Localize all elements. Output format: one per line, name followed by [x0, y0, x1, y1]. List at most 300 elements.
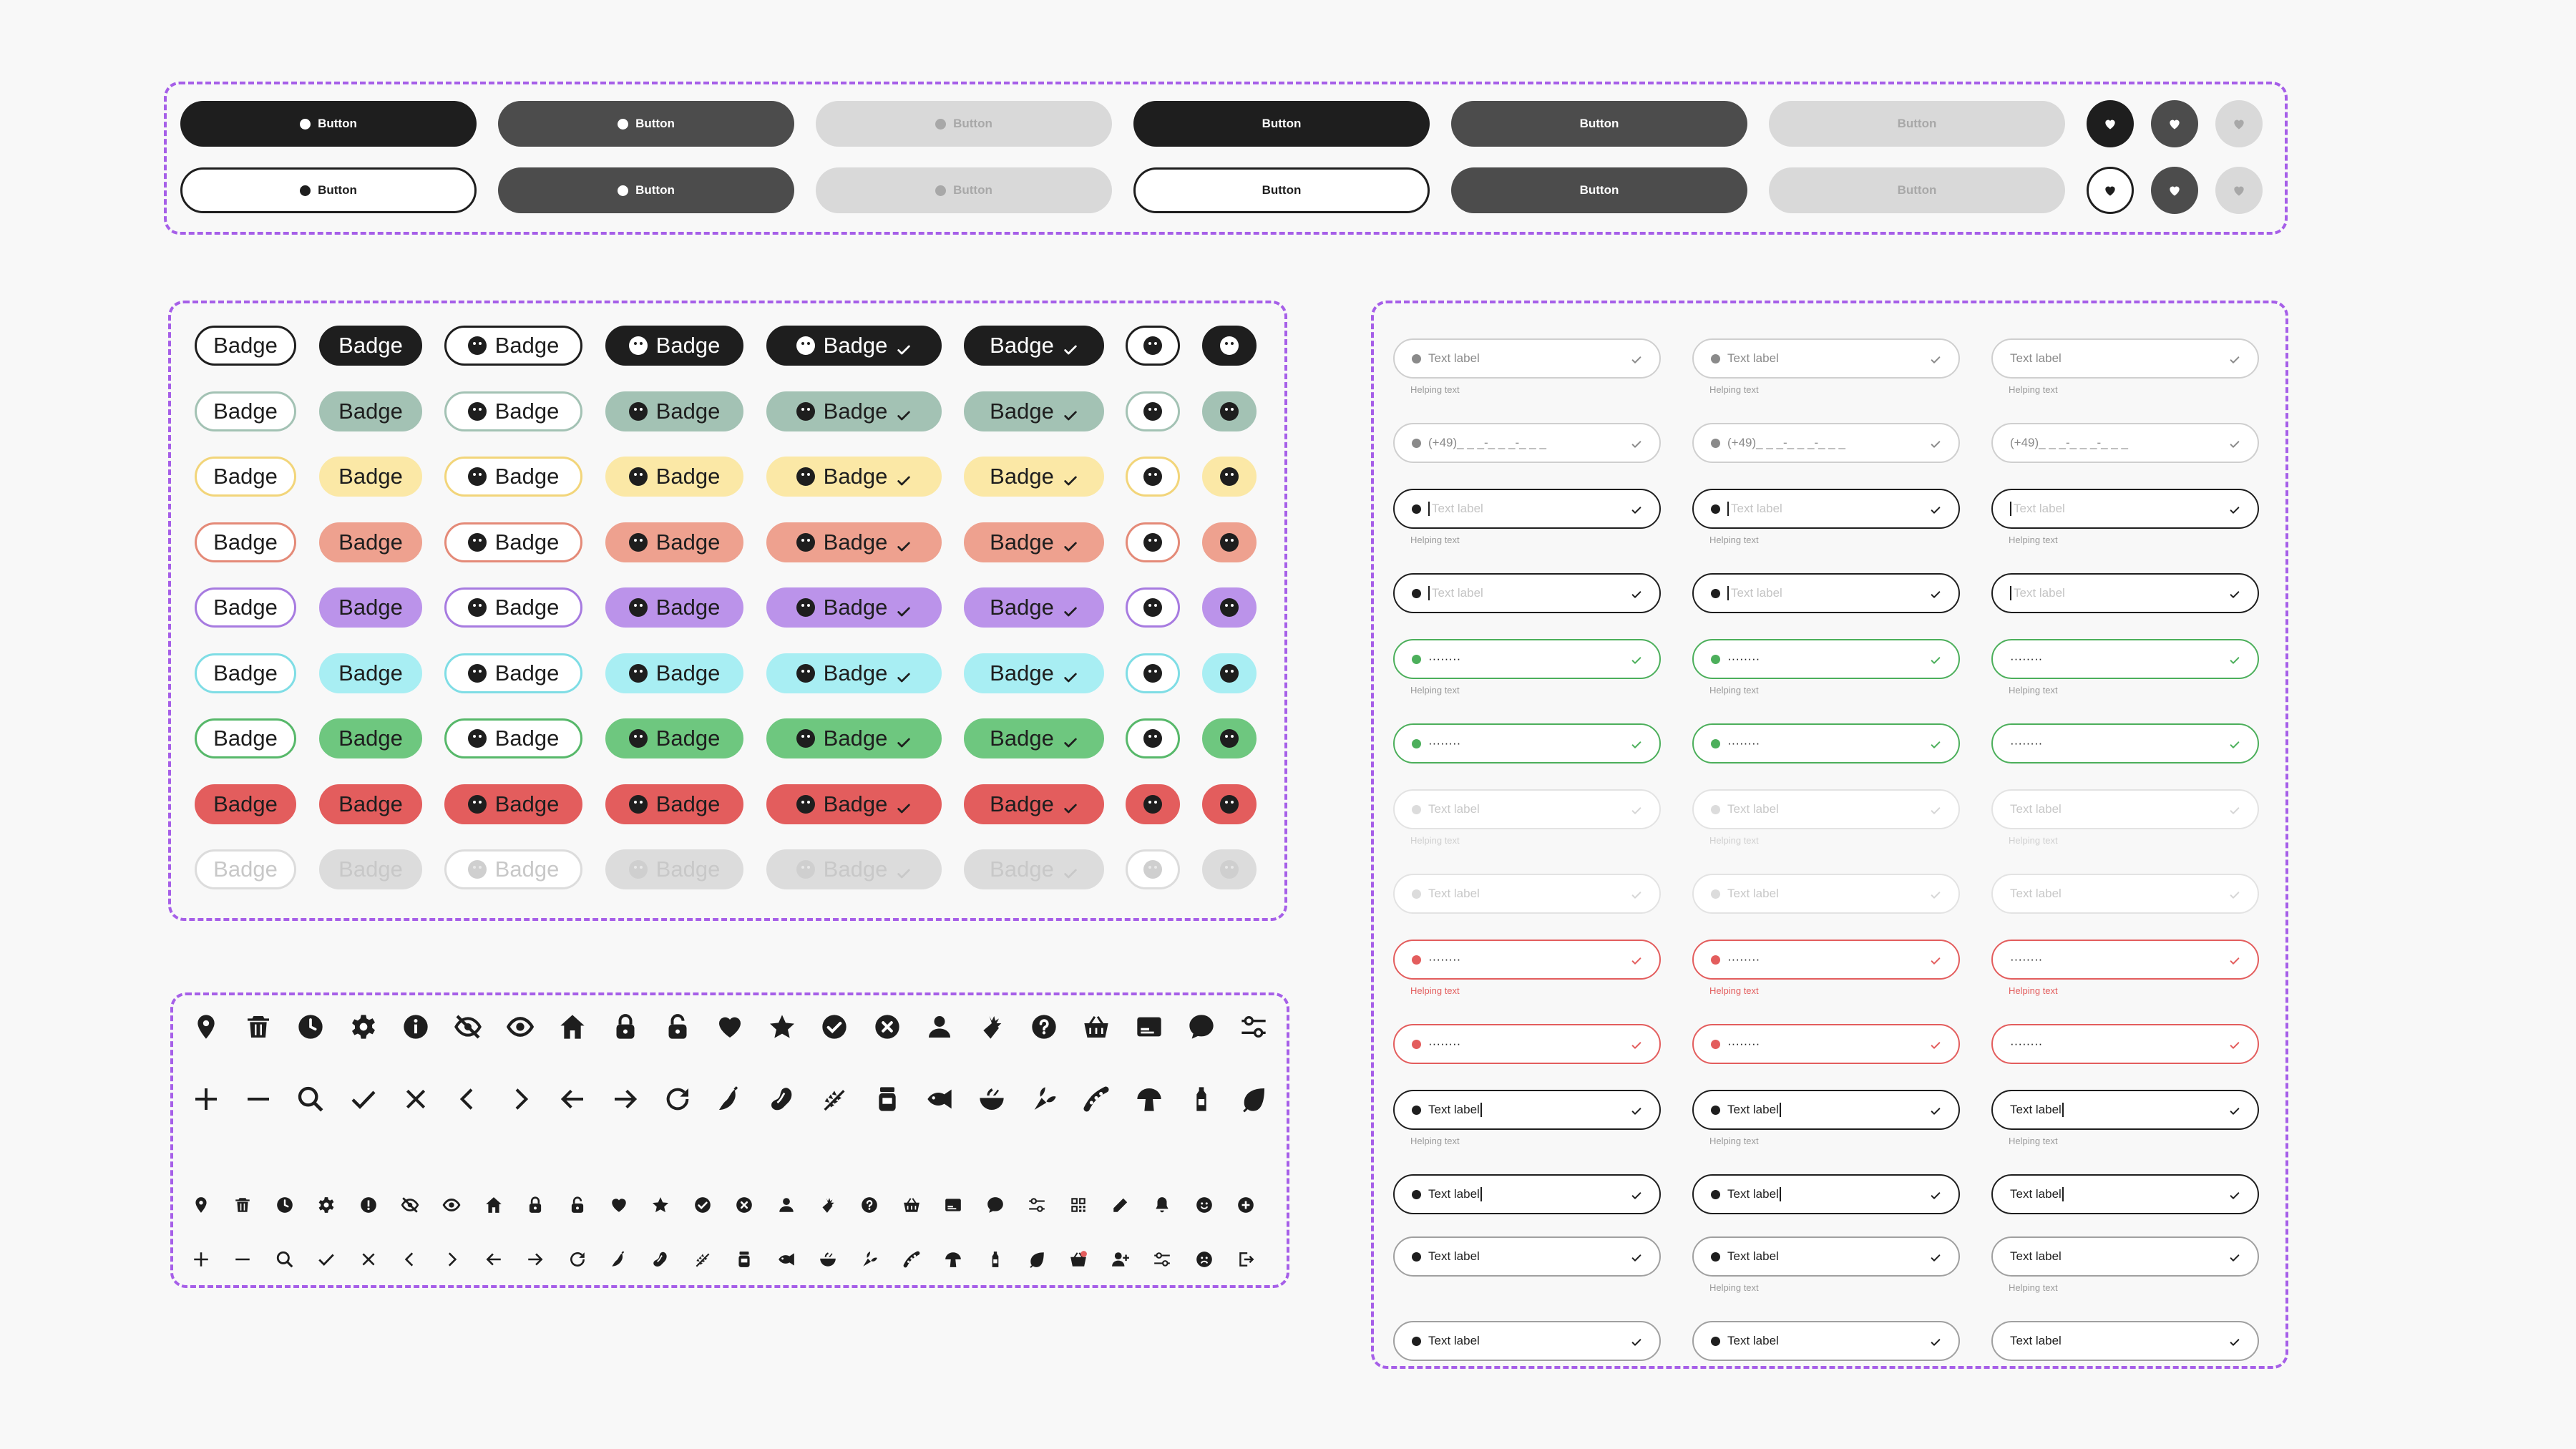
- input-value: Text label: [1428, 351, 1480, 365]
- badge-green: [605, 718, 743, 758]
- plus-icon: [192, 1250, 210, 1269]
- sliders-icon: [1239, 1013, 1268, 1041]
- bottle-icon: [986, 1250, 1005, 1269]
- input-value: Text label: [2010, 586, 2065, 600]
- text-input-error[interactable]: [1991, 940, 2259, 980]
- text-input-filled[interactable]: [1991, 1090, 2259, 1130]
- input-value: Text label: [2010, 1103, 2064, 1117]
- info-icon: [401, 1013, 430, 1041]
- bowl-icon: [819, 1250, 837, 1269]
- text-input-error[interactable]: [1692, 940, 1960, 980]
- user-icon: [925, 1013, 954, 1041]
- text-input-filled[interactable]: [1393, 1090, 1661, 1130]
- text-input-filled-light[interactable]: [1393, 1321, 1661, 1361]
- icon-button[interactable]: [2151, 167, 2198, 214]
- button-label: Button: [1579, 183, 1619, 197]
- badge-yellow: [964, 457, 1104, 497]
- badge-green: [444, 718, 582, 758]
- check-icon: [2229, 439, 2240, 450]
- bowl-icon: [977, 1085, 1006, 1113]
- badge-label: Badge: [213, 398, 278, 424]
- badge-label: Badge: [990, 595, 1054, 620]
- check-icon: [2229, 1040, 2240, 1051]
- text-input-success[interactable]: [1692, 723, 1960, 763]
- helping-text: Helping text: [1709, 1136, 1759, 1146]
- icon-button: [2215, 167, 2263, 214]
- clock-icon: [296, 1013, 325, 1041]
- input-value: ········: [1428, 1037, 1461, 1050]
- check-icon: [896, 404, 912, 419]
- smiley-icon: [1220, 729, 1239, 748]
- button-disabled-icon: [816, 101, 1112, 147]
- badge-purple: [195, 587, 296, 628]
- text-input-error[interactable]: [1393, 1024, 1661, 1064]
- text-input-success[interactable]: [1393, 639, 1661, 679]
- text-input-focus[interactable]: [1393, 489, 1661, 529]
- helping-text: Helping text: [1410, 835, 1460, 846]
- badge-purple: [319, 587, 422, 628]
- check-icon: [1063, 665, 1078, 681]
- clock-icon: [275, 1196, 294, 1214]
- bean-icon: [768, 1085, 796, 1113]
- text-input-filled[interactable]: [1393, 1174, 1661, 1214]
- helping-text: Helping text: [1410, 535, 1460, 545]
- smiley-icon: [468, 598, 487, 617]
- smiley-icon: [629, 860, 648, 879]
- smiley-icon: [468, 533, 487, 552]
- check-icon: [1631, 889, 1642, 901]
- search-icon: [296, 1085, 325, 1113]
- input-value: Text label: [1727, 586, 1782, 600]
- input-leading-icon: [1711, 1040, 1720, 1049]
- smiley-icon: [468, 336, 487, 355]
- smiley-icon: [1220, 795, 1239, 814]
- check-icon: [2229, 1252, 2240, 1264]
- text-input-filled-light[interactable]: [1393, 1236, 1661, 1277]
- text-input-error[interactable]: [1991, 1024, 2259, 1064]
- location-pin-icon: [192, 1196, 210, 1214]
- smiley-icon: [629, 598, 648, 617]
- badge-black: [195, 326, 296, 366]
- button-label: Button: [635, 183, 675, 197]
- check-icon: [1063, 796, 1078, 812]
- fish-icon: [777, 1250, 796, 1269]
- refresh-icon: [568, 1250, 587, 1269]
- carrot-icon: [819, 1196, 837, 1214]
- text-input-focus[interactable]: [1991, 573, 2259, 613]
- badge-label: Badge: [823, 529, 888, 555]
- smiley-icon: [796, 729, 815, 748]
- button-outline-icon[interactable]: [180, 167, 477, 213]
- heart-icon: [610, 1196, 628, 1214]
- badge-label: Badge: [823, 857, 888, 882]
- input-leading-icon: [1412, 1040, 1421, 1049]
- input-value: Text label: [1727, 1187, 1781, 1201]
- badge-cyan: [766, 653, 942, 693]
- button-label: Button: [953, 117, 992, 130]
- smiley-icon: [1143, 402, 1162, 421]
- badge-cyan: [319, 653, 422, 693]
- home-icon: [558, 1013, 587, 1041]
- check-icon: [1930, 1106, 1941, 1117]
- badge-green: [964, 718, 1104, 758]
- gear-icon: [349, 1013, 378, 1041]
- text-input-error[interactable]: [1692, 1024, 1960, 1064]
- text-input-filled[interactable]: [1991, 1174, 2259, 1214]
- check-icon: [349, 1085, 378, 1113]
- check-icon: [896, 469, 912, 484]
- smiley-icon: [796, 860, 815, 879]
- text-input-filled-light[interactable]: [1692, 1321, 1960, 1361]
- check-icon: [1631, 739, 1642, 751]
- check-icon: [1930, 589, 1941, 600]
- check-icon: [1930, 889, 1941, 901]
- badge-icon-only: [1126, 522, 1180, 562]
- badge-disabled: [964, 849, 1104, 889]
- badge-sage: [964, 391, 1104, 431]
- input-value: Text label: [2010, 1187, 2064, 1201]
- help-icon: [860, 1196, 879, 1214]
- badge-red: [195, 784, 296, 824]
- button-label: Button: [1262, 183, 1302, 197]
- check-icon: [1063, 862, 1078, 877]
- smiley-icon: [796, 795, 815, 814]
- vegetables-icon: [860, 1250, 879, 1269]
- text-input-focus[interactable]: [1393, 573, 1661, 613]
- badge-disabled: [319, 849, 422, 889]
- sliders-icon: [1028, 1196, 1046, 1214]
- chat-icon: [1187, 1013, 1216, 1041]
- input-value: Text label: [2010, 351, 2062, 365]
- eye-icon: [442, 1196, 461, 1214]
- text-input-filled[interactable]: [1692, 1090, 1960, 1130]
- plus-icon: [192, 1085, 220, 1113]
- text-input-default[interactable]: [1393, 423, 1661, 463]
- badge-black: [319, 326, 422, 366]
- arrow-left-icon: [558, 1085, 587, 1113]
- text-input-filled[interactable]: [1692, 1174, 1960, 1214]
- badge-red: [444, 784, 582, 824]
- smiley-icon: [468, 467, 487, 486]
- badge-disabled: [444, 849, 582, 889]
- button-outline[interactable]: [1133, 167, 1430, 213]
- unlock-icon: [568, 1196, 587, 1214]
- smiley-icon: [796, 598, 815, 617]
- button-dark-icon[interactable]: [180, 101, 477, 147]
- input-value: Text label: [1727, 351, 1779, 365]
- badge-label: Badge: [990, 791, 1054, 816]
- input-leading-icon: [1711, 739, 1720, 748]
- badge-label: Badge: [213, 791, 278, 816]
- input-value: ········: [1727, 652, 1760, 665]
- heart-icon: [2232, 117, 2246, 131]
- text-input-filled-light[interactable]: [1692, 1236, 1960, 1277]
- lock-icon: [611, 1013, 640, 1041]
- badge-label: Badge: [823, 726, 888, 751]
- input-leading-icon: [1711, 1252, 1720, 1262]
- input-value: ········: [2010, 1037, 2043, 1050]
- location-pin-icon: [192, 1013, 220, 1041]
- badge-red: [964, 784, 1104, 824]
- helping-text: Helping text: [1709, 985, 1759, 996]
- check-circle-icon: [693, 1196, 712, 1214]
- close-icon: [359, 1250, 378, 1269]
- smiley-sad-icon: [1195, 1250, 1214, 1269]
- text-input-success[interactable]: [1991, 723, 2259, 763]
- plus-circle-icon: [1236, 1196, 1255, 1214]
- minus-icon: [244, 1085, 273, 1113]
- check-icon: [2229, 739, 2240, 751]
- close-circle-icon: [735, 1196, 753, 1214]
- badge-icon-only: [1202, 718, 1257, 758]
- mushroom-icon: [1135, 1085, 1163, 1113]
- helping-text: Helping text: [2009, 1282, 2058, 1293]
- smiley-icon: [1220, 860, 1239, 879]
- badge-label: Badge: [990, 333, 1054, 358]
- button-label: Button: [635, 117, 675, 130]
- helping-text: Helping text: [1709, 1282, 1759, 1293]
- smiley-icon: [629, 729, 648, 748]
- badge-label: Badge: [213, 660, 278, 686]
- helping-text: Helping text: [2009, 384, 2058, 395]
- badge-black: [605, 326, 743, 366]
- badge-salmon: [766, 522, 942, 562]
- badge-label: Badge: [823, 595, 888, 620]
- helping-text: Helping text: [2009, 835, 2058, 846]
- badge-label: Badge: [494, 857, 560, 882]
- chili-icon: [716, 1085, 744, 1113]
- chevron-left-icon: [454, 1085, 482, 1113]
- peas-icon: [902, 1250, 921, 1269]
- button-mid-icon[interactable]: [498, 101, 794, 147]
- button-dark[interactable]: [1133, 101, 1430, 147]
- smiley-icon: [1220, 467, 1239, 486]
- helping-text: Helping text: [2009, 535, 2058, 545]
- chevron-right-icon: [442, 1250, 461, 1269]
- helping-text: Helping text: [1410, 1136, 1460, 1146]
- check-icon: [1930, 955, 1941, 967]
- check-icon: [1631, 439, 1642, 450]
- button-mid-icon[interactable]: [498, 167, 794, 213]
- badge-label: Badge: [338, 464, 403, 489]
- badge-label: Badge: [338, 333, 403, 358]
- check-icon: [1063, 469, 1078, 484]
- badge-sage: [319, 391, 422, 431]
- user-icon: [777, 1196, 796, 1214]
- badge-salmon: [964, 522, 1104, 562]
- smiley-icon: [796, 336, 815, 355]
- input-leading-icon: [1412, 1190, 1421, 1199]
- badge-icon-only: [1202, 326, 1257, 366]
- helping-text: Helping text: [1410, 685, 1460, 696]
- badge-label: Badge: [338, 660, 403, 686]
- text-input-focus[interactable]: [1991, 489, 2259, 529]
- input-value: ········: [1727, 1037, 1760, 1050]
- star-icon: [651, 1196, 670, 1214]
- input-value: Text label: [1727, 1334, 1779, 1347]
- smiley-icon: [1220, 336, 1239, 355]
- smiley-icon: [629, 664, 648, 683]
- chili-icon: [610, 1250, 628, 1269]
- smiley-icon: [1143, 664, 1162, 683]
- check-icon: [1631, 1252, 1642, 1264]
- input-value: Text label: [1428, 887, 1480, 900]
- heart-icon: [2103, 183, 2117, 197]
- eye-icon: [506, 1013, 535, 1041]
- check-icon: [2229, 955, 2240, 967]
- badge-disabled: [766, 849, 942, 889]
- text-input-error[interactable]: [1393, 940, 1661, 980]
- basket-icon: [902, 1196, 921, 1214]
- check-icon: [1631, 1040, 1642, 1051]
- input-value: Text label: [1428, 1187, 1482, 1201]
- text-input-success[interactable]: [1991, 639, 2259, 679]
- badge-purple: [964, 587, 1104, 628]
- trash-icon: [233, 1196, 252, 1214]
- button-disabled: [1769, 101, 2065, 147]
- check-icon: [1063, 338, 1078, 353]
- smiley-icon: [468, 860, 487, 879]
- text-input-default[interactable]: [1991, 423, 2259, 463]
- smiley-icon: [1143, 860, 1162, 879]
- smiley-icon: [935, 119, 946, 130]
- text-input-focus[interactable]: [1692, 489, 1960, 529]
- check-icon: [1930, 805, 1941, 816]
- smiley-icon: [468, 664, 487, 683]
- input-value: Text label: [1428, 586, 1483, 600]
- input-leading-icon: [1412, 655, 1421, 664]
- check-icon: [1631, 504, 1642, 516]
- input-value: Text label: [2010, 887, 2062, 900]
- smiley-icon: [796, 664, 815, 683]
- input-value: Text label: [2010, 802, 2062, 816]
- input-leading-icon: [1711, 1190, 1720, 1199]
- button-mid[interactable]: [1451, 167, 1747, 213]
- icon-button[interactable]: [2087, 100, 2134, 147]
- check-icon: [896, 796, 912, 812]
- qr-icon: [1069, 1196, 1088, 1214]
- badge-label: Badge: [213, 529, 278, 555]
- helping-text: Helping text: [1410, 384, 1460, 395]
- input-value: Text label: [1428, 1334, 1480, 1347]
- card-icon: [944, 1196, 962, 1214]
- text-input-default[interactable]: [1692, 423, 1960, 463]
- badge-cyan: [964, 653, 1104, 693]
- helping-text: Helping text: [1709, 835, 1759, 846]
- badge-icon-only: [1202, 587, 1257, 628]
- badge-black: [964, 326, 1104, 366]
- arrow-left-icon: [484, 1250, 503, 1269]
- text-input-filled-light[interactable]: [1991, 1236, 2259, 1277]
- smiley-icon: [796, 533, 815, 552]
- chevron-left-icon: [401, 1250, 419, 1269]
- basket-alert-icon: [1069, 1250, 1088, 1269]
- alert-icon: [359, 1196, 378, 1214]
- icon-button[interactable]: [2151, 100, 2198, 147]
- badge-label: Badge: [213, 857, 278, 882]
- smiley-icon: [300, 185, 311, 196]
- check-icon: [896, 731, 912, 746]
- text-input-default[interactable]: [1991, 338, 2259, 379]
- input-leading-icon: [1412, 889, 1421, 899]
- check-icon: [1631, 1106, 1642, 1117]
- smiley-icon: [1195, 1196, 1214, 1214]
- smiley-icon: [1220, 533, 1239, 552]
- badge-sage: [766, 391, 942, 431]
- vegetables-icon: [1030, 1085, 1058, 1113]
- icon-button[interactable]: [2087, 167, 2134, 214]
- badge-label: Badge: [990, 398, 1054, 424]
- badge-icon-only: [1126, 391, 1180, 431]
- check-icon: [2229, 1190, 2240, 1201]
- input-value: Text label: [1727, 887, 1779, 900]
- badge-disabled: [605, 849, 743, 889]
- home-icon: [484, 1196, 503, 1214]
- check-icon: [1930, 739, 1941, 751]
- text-input-disabled: [1393, 874, 1661, 914]
- text-input-success[interactable]: [1393, 723, 1661, 763]
- badge-label: Badge: [655, 660, 721, 686]
- check-icon: [1631, 589, 1642, 600]
- text-input-default[interactable]: [1393, 338, 1661, 379]
- smiley-icon: [935, 185, 946, 196]
- check-icon: [1631, 955, 1642, 967]
- mushroom-icon: [944, 1250, 962, 1269]
- check-icon: [1063, 535, 1078, 550]
- button-label: Button: [1262, 117, 1302, 130]
- badge-label: Badge: [823, 333, 888, 358]
- text-input-focus[interactable]: [1692, 573, 1960, 613]
- input-value: ········: [1727, 736, 1760, 750]
- smiley-icon: [629, 402, 648, 421]
- input-leading-icon: [1711, 589, 1720, 598]
- badge-label: Badge: [338, 791, 403, 816]
- badge-yellow: [319, 457, 422, 497]
- bottle-icon: [1187, 1085, 1216, 1113]
- gear-icon: [317, 1196, 336, 1214]
- star-icon: [768, 1013, 796, 1041]
- text-input-filled-light[interactable]: [1991, 1321, 2259, 1361]
- input-value: ········: [2010, 736, 2043, 750]
- input-leading-icon: [1711, 1106, 1720, 1115]
- text-input-success[interactable]: [1692, 639, 1960, 679]
- badge-salmon: [195, 522, 296, 562]
- check-icon: [896, 535, 912, 550]
- smiley-icon: [796, 467, 815, 486]
- input-leading-icon: [1711, 655, 1720, 664]
- smiley-icon: [1143, 336, 1162, 355]
- input-leading-icon: [1711, 805, 1720, 814]
- badge-label: Badge: [213, 333, 278, 358]
- smiley-icon: [629, 533, 648, 552]
- smiley-icon: [618, 185, 628, 196]
- badge-label: Badge: [338, 595, 403, 620]
- refresh-icon: [663, 1085, 692, 1113]
- smiley-icon: [1220, 402, 1239, 421]
- check-icon: [1930, 1337, 1941, 1348]
- check-icon: [2229, 354, 2240, 366]
- check-icon: [896, 600, 912, 615]
- card-icon: [1135, 1013, 1163, 1041]
- input-leading-icon: [1412, 439, 1421, 448]
- text-input-default[interactable]: [1692, 338, 1960, 379]
- input-leading-icon: [1711, 1337, 1720, 1346]
- check-icon: [1063, 600, 1078, 615]
- user-add-icon: [1111, 1250, 1130, 1269]
- badge-label: Badge: [494, 595, 560, 620]
- button-mid[interactable]: [1451, 101, 1747, 147]
- helping-text: Helping text: [1709, 535, 1759, 545]
